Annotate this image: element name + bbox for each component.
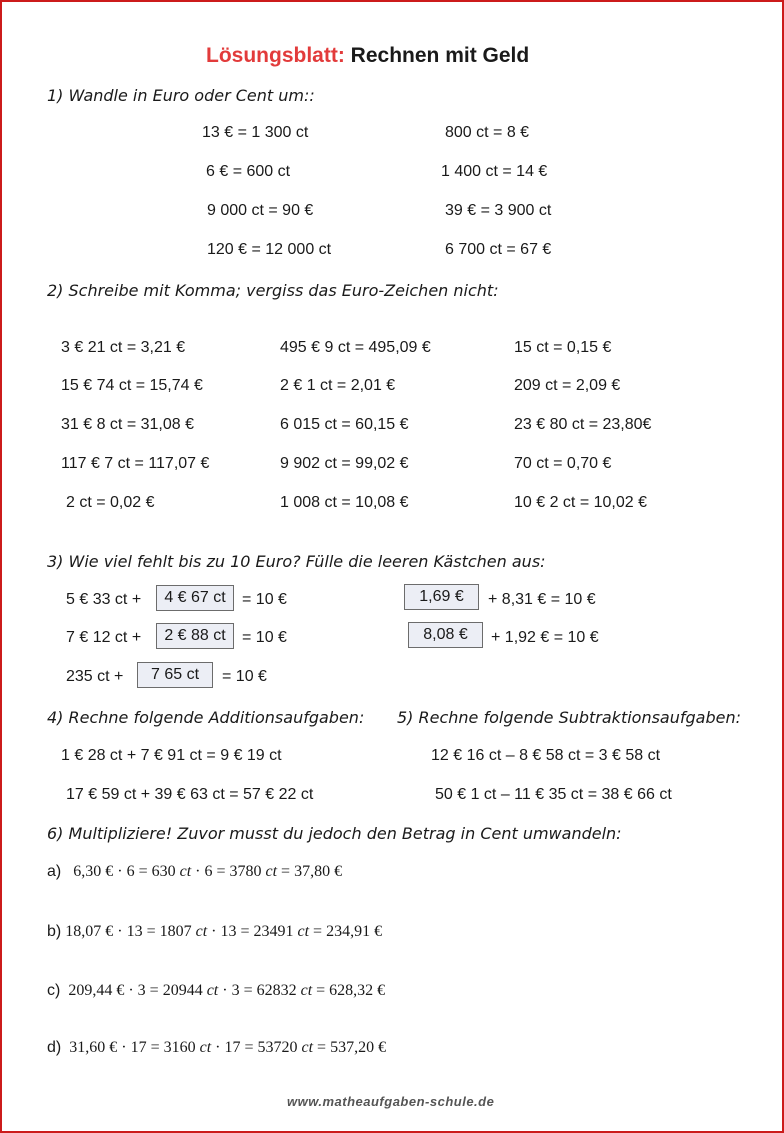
fill-row-prefix: 7 € 12 ct + — [66, 629, 142, 646]
comma-item: 2 ct = 0,02 € — [66, 494, 155, 511]
multiplication-item: b) 18,07 € · 13 = 1807 ct · 13 = 23491 ct = 234,91 € — [47, 923, 383, 940]
fill-row-suffix: = 10 € — [222, 668, 267, 685]
comma-item: 23 € 80 ct = 23,80€ — [514, 416, 652, 433]
conversion-item: 6 700 ct = 67 € — [445, 241, 552, 258]
section-2-heading: 2) Schreibe mit Komma; vergiss das Euro-Zeichen nicht: — [47, 281, 499, 300]
ct-unit: ct — [179, 863, 192, 880]
cent-result: 62832 — [256, 982, 297, 999]
cent-amount: 20944 — [162, 982, 203, 999]
comma-item: 117 € 7 ct = 117,07 € — [61, 455, 210, 472]
item-label: d) — [47, 1039, 62, 1056]
section-1-heading: 1) Wandle in Euro oder Cent um:: — [47, 86, 315, 105]
multiplication-item: c) 209,44 € · 3 = 20944 ct · 3 = 62832 ct = 628,32 € — [47, 982, 386, 999]
cent-result: 53720 — [257, 1039, 298, 1056]
section-5-heading: 5) Rechne folgende Subtraktionsaufgaben: — [397, 708, 741, 727]
section-6-heading: 6) Multipliziere! Zuvor musst du jedoch den Betrag in Cent umwandeln: — [47, 824, 622, 843]
title-prefix: Lösungsblatt: — [206, 44, 345, 67]
answer-box: 2 € 88 ct — [156, 623, 234, 649]
section-3-heading: 3) Wie viel fehlt bis zu 10 Euro? Fülle die leeren Kästchen aus: — [47, 552, 546, 571]
item-label: c) — [47, 982, 61, 999]
comma-item: 15 ct = 0,15 € — [514, 339, 612, 356]
factor: 6 — [204, 863, 213, 880]
euro-amount: 209,44 € — [68, 982, 125, 999]
factor: 3 — [137, 982, 146, 999]
comma-item: 9 902 ct = 99,02 € — [280, 455, 409, 472]
conversion-item: 1 400 ct = 14 € — [441, 163, 548, 180]
ct-unit: ct — [300, 982, 313, 999]
comma-item: 209 ct = 2,09 € — [514, 377, 621, 394]
fill-row-suffix: = 10 € — [242, 591, 287, 608]
fill-row-suffix: + 1,92 € = 10 € — [491, 629, 599, 646]
factor: 3 — [231, 982, 240, 999]
ct-unit: ct — [301, 1039, 314, 1056]
cent-amount: 3160 — [163, 1039, 196, 1056]
addition-item: 1 € 28 ct + 7 € 91 ct = 9 € 19 ct — [61, 747, 282, 764]
fill-row-suffix: = 10 € — [242, 629, 287, 646]
cent-result: 23491 — [253, 923, 294, 940]
comma-item: 1 008 ct = 10,08 € — [280, 494, 409, 511]
page-title — [206, 44, 529, 68]
ct-unit: ct — [265, 863, 278, 880]
fill-row-prefix: 5 € 33 ct + — [66, 591, 142, 608]
answer-box: 8,08 € — [408, 622, 483, 648]
comma-item: 70 ct = 0,70 € — [514, 455, 612, 472]
euro-amount: 18,07 € — [65, 923, 114, 940]
addition-item: 17 € 59 ct + 39 € 63 ct = 57 € 22 ct — [66, 786, 314, 803]
multiplication-item: a) 6,30 € · 6 = 630 ct · 6 = 3780 ct = 37,80 € — [47, 863, 343, 880]
answer-box: 4 € 67 ct — [156, 585, 234, 611]
item-label: b) — [47, 923, 62, 940]
fill-row-suffix: + 8,31 € = 10 € — [488, 591, 596, 608]
comma-item: 6 015 ct = 60,15 € — [280, 416, 409, 433]
conversion-item: 13 € = 1 300 ct — [202, 124, 309, 141]
subtraction-item: 12 € 16 ct – 8 € 58 ct = 3 € 58 ct — [431, 747, 661, 764]
comma-item: 15 € 74 ct = 15,74 € — [61, 377, 203, 394]
euro-result: 537,20 € — [330, 1039, 387, 1056]
section-4-heading: 4) Rechne folgende Additionsaufgaben: — [47, 708, 365, 727]
subtraction-item: 50 € 1 ct – 11 € 35 ct = 38 € 66 ct — [435, 786, 672, 803]
euro-result: 37,80 € — [294, 863, 343, 880]
ct-unit: ct — [206, 982, 219, 999]
conversion-item: 9 000 ct = 90 € — [207, 202, 314, 219]
title-main: Rechnen mit Geld — [350, 44, 530, 67]
ct-unit: ct — [297, 923, 310, 940]
euro-result: 234,91 € — [326, 923, 383, 940]
cent-result: 3780 — [229, 863, 262, 880]
item-label: a) — [47, 863, 62, 880]
comma-item: 2 € 1 ct = 2,01 € — [280, 377, 396, 394]
conversion-item: 800 ct = 8 € — [445, 124, 530, 141]
conversion-item: 120 € = 12 000 ct — [207, 241, 332, 258]
factor: 6 — [126, 863, 135, 880]
factor: 17 — [224, 1039, 241, 1056]
cent-amount: 1807 — [159, 923, 192, 940]
fill-row-prefix: 235 ct + — [66, 668, 124, 685]
euro-result: 628,32 € — [329, 982, 386, 999]
ct-unit: ct — [199, 1039, 212, 1056]
answer-box: 1,69 € — [404, 584, 479, 610]
euro-amount: 6,30 € — [73, 863, 114, 880]
multiplication-item: d) 31,60 € · 17 = 3160 ct · 17 = 53720 ct = 537,20 € — [47, 1039, 387, 1056]
ct-unit: ct — [195, 923, 208, 940]
conversion-item: 39 € = 3 900 ct — [445, 202, 552, 219]
euro-amount: 31,60 € — [69, 1039, 118, 1056]
comma-item: 31 € 8 ct = 31,08 € — [61, 416, 194, 433]
conversion-item: 6 € = 600 ct — [206, 163, 291, 180]
comma-item: 495 € 9 ct = 495,09 € — [280, 339, 431, 356]
cent-amount: 630 — [151, 863, 176, 880]
comma-item: 3 € 21 ct = 3,21 € — [61, 339, 186, 356]
factor: 13 — [220, 923, 237, 940]
factor: 17 — [130, 1039, 147, 1056]
factor: 13 — [126, 923, 143, 940]
comma-item: 10 € 2 ct = 10,02 € — [514, 494, 647, 511]
footer-url: www.matheaufgaben-schule.de — [287, 1094, 495, 1109]
answer-box: 7 65 ct — [137, 662, 213, 688]
